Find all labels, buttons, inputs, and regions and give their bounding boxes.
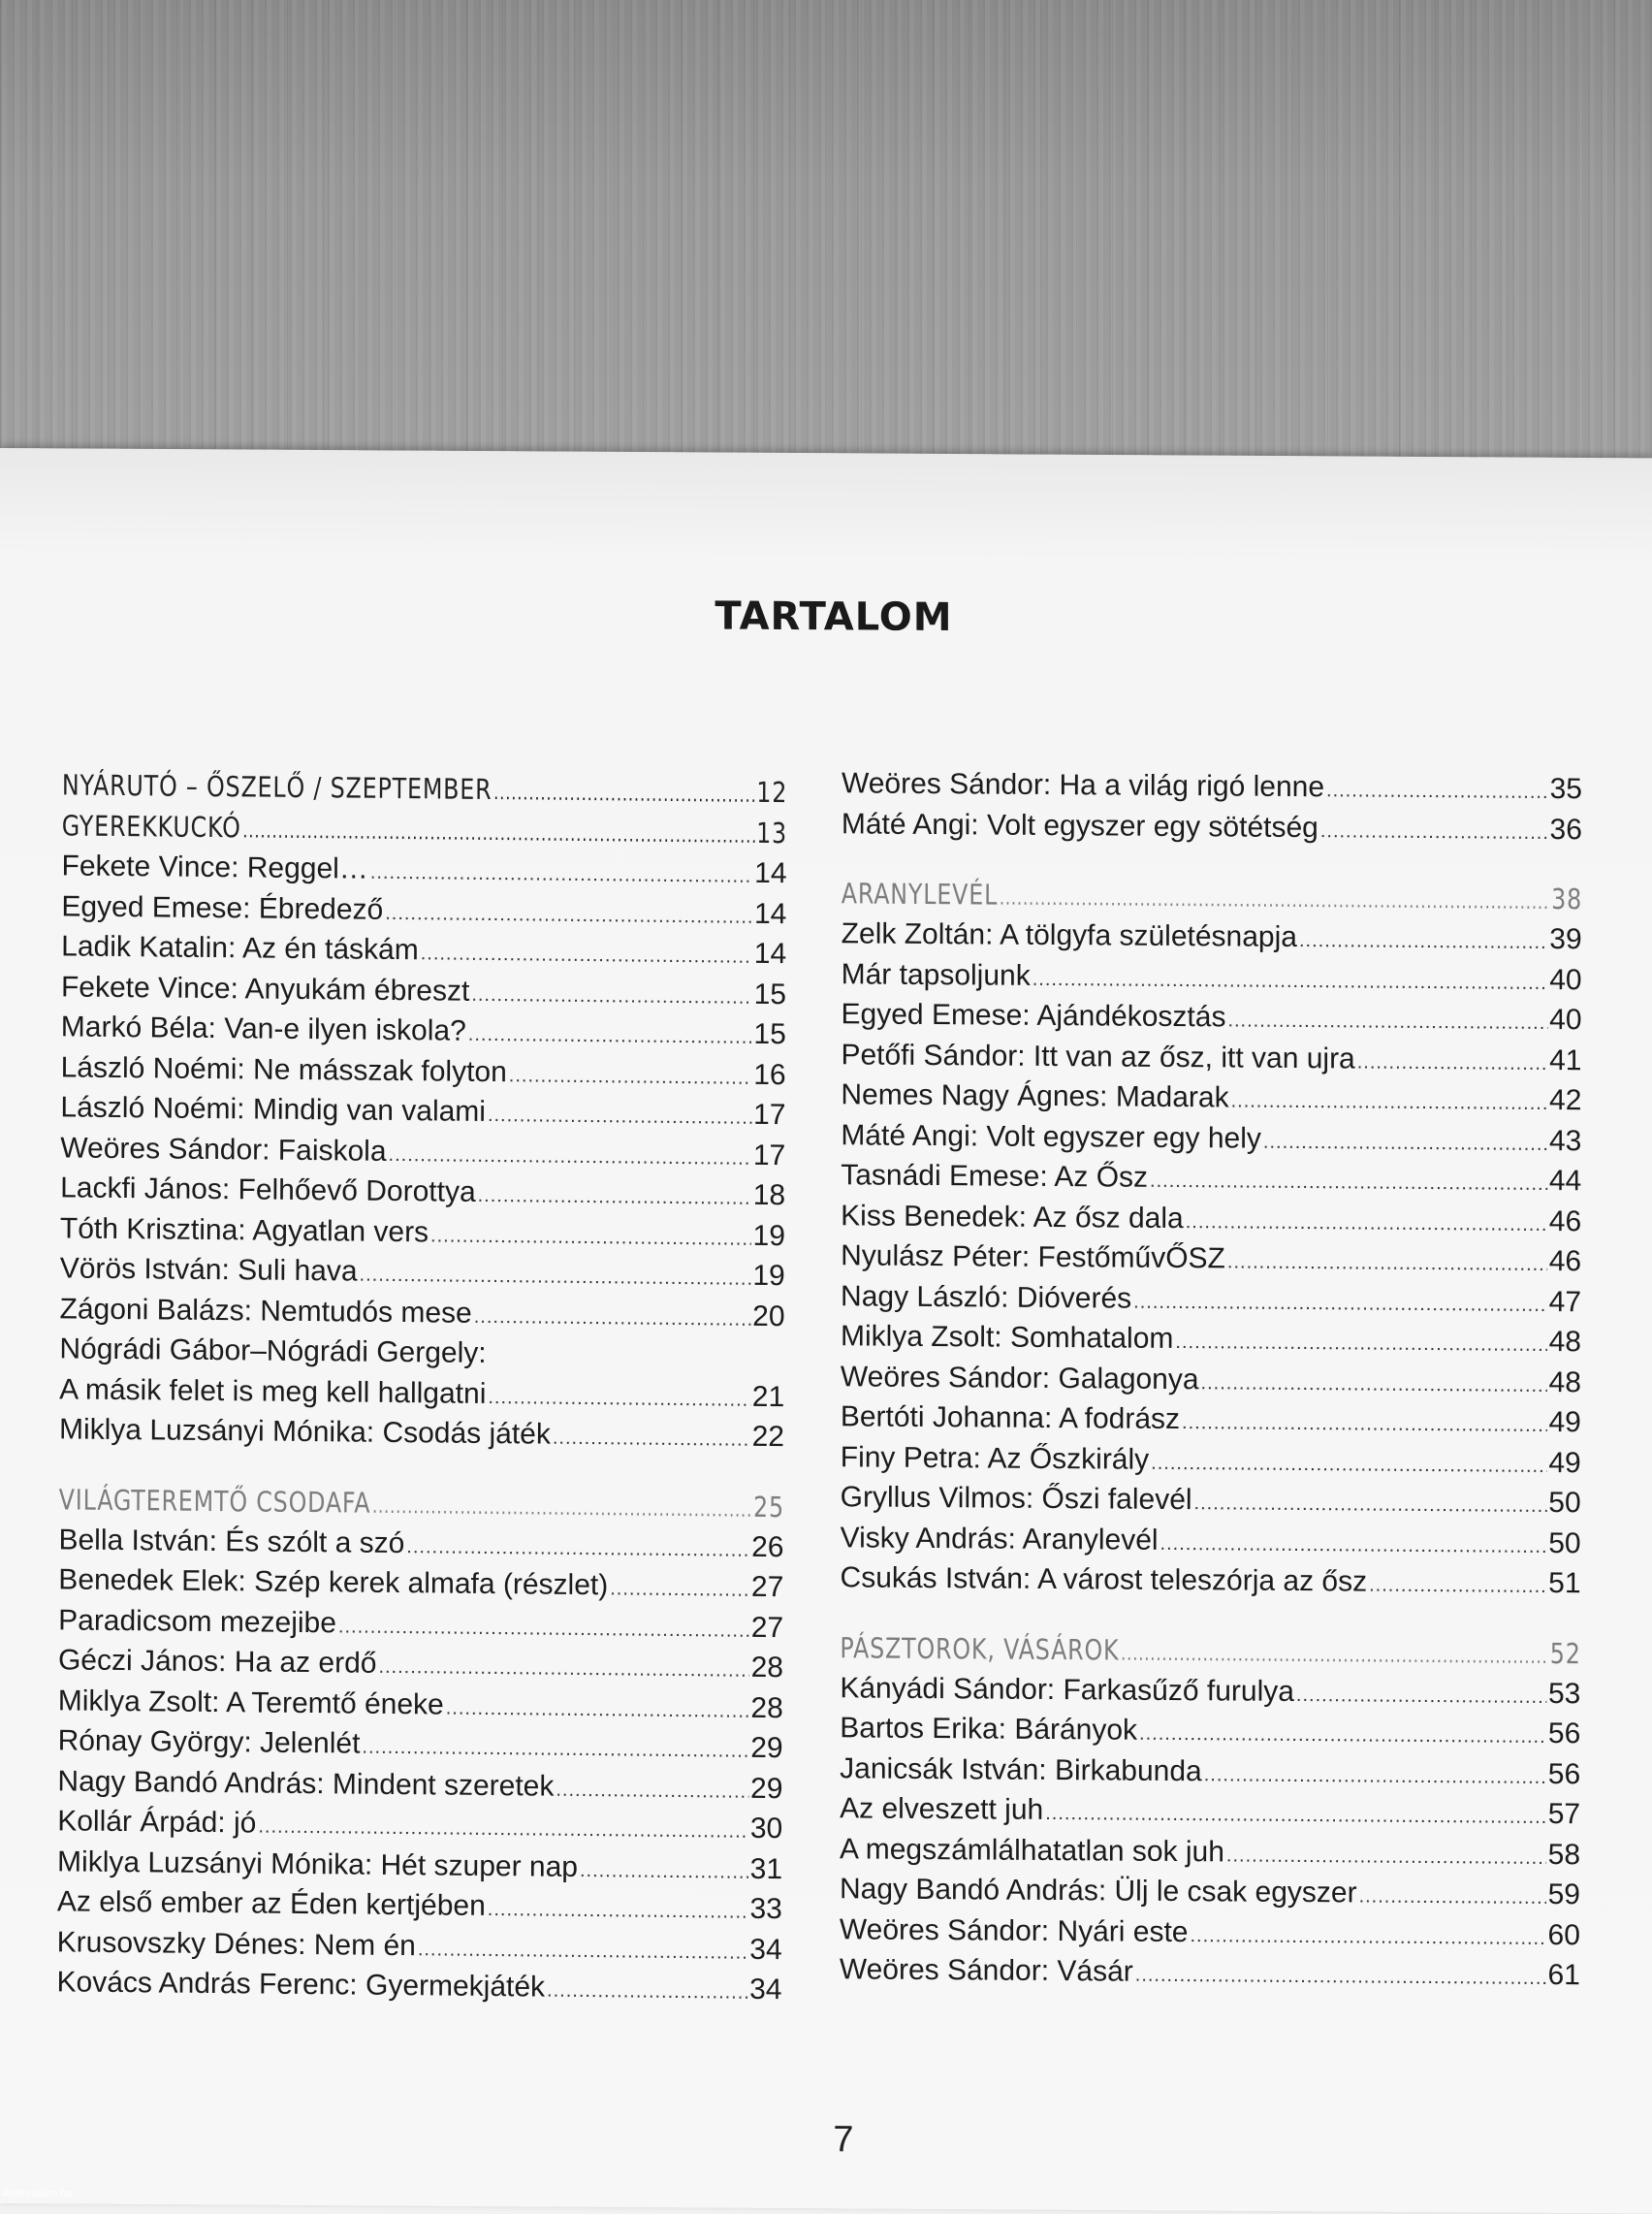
entry-title: Egyed Emese: Ébredező <box>61 889 384 926</box>
section-title: GYEREKKUCKÓ <box>61 809 241 845</box>
dot-leader <box>1151 1452 1546 1477</box>
entry-title: Vörös István: Suli hava <box>59 1252 358 1288</box>
toc-entry <box>840 1913 1580 1960</box>
page-ref: 50 <box>1548 1526 1581 1559</box>
toc-entry <box>842 917 1582 964</box>
toc-section-heading <box>842 877 1582 923</box>
toc-entry <box>841 1441 1581 1487</box>
page-ref: 39 <box>1549 923 1582 956</box>
page-ref: 25 <box>753 1490 785 1524</box>
entry-title: Miklya Zsolt: Somhatalom <box>840 1320 1174 1355</box>
page-ref: 27 <box>750 1570 784 1604</box>
dot-leader <box>1139 1723 1546 1749</box>
toc-entry <box>840 1752 1580 1799</box>
dot-leader <box>385 902 752 928</box>
dot-leader <box>378 1656 748 1683</box>
dot-leader <box>258 1816 748 1844</box>
page-ref: 19 <box>752 1259 785 1293</box>
page-ref: 22 <box>751 1420 785 1454</box>
entry-title: Máté Angi: Volt egyszer egy hely <box>841 1118 1261 1155</box>
dot-leader <box>509 1065 752 1090</box>
page-ref: 16 <box>753 1058 786 1091</box>
toc-entry <box>840 1873 1580 1919</box>
entry-title: Tóth Krisztina: Agyatlan vers <box>59 1211 429 1248</box>
dot-leader <box>580 1859 748 1883</box>
wooden-table-background <box>0 0 1652 465</box>
page-ref: 53 <box>1547 1677 1581 1710</box>
page-ref: 34 <box>749 1933 782 1966</box>
dot-leader <box>1369 1575 1546 1598</box>
page-ref: 14 <box>753 897 787 930</box>
entry-title: Bertóti Johanna: A fodrász <box>840 1400 1181 1436</box>
entry-title: Zelk Zoltán: A tölgyfa születésnapja <box>841 917 1298 953</box>
section-title: VILÁGTEREMTŐ CSODAFA <box>58 1482 371 1520</box>
entry-title: Nagy László: Dióverés <box>841 1279 1132 1315</box>
toc-entry <box>840 1561 1580 1607</box>
entry-title: László Noémi: Mindig van valami <box>60 1091 487 1128</box>
page-ref: 61 <box>1547 1959 1580 1992</box>
dot-leader <box>370 862 752 888</box>
dot-leader <box>372 1493 752 1521</box>
entry-title: Csukás István: A várost teleszórja az ősz <box>840 1561 1368 1598</box>
page-ref: 36 <box>1549 813 1582 846</box>
toc-right-column <box>840 767 1582 1999</box>
dot-leader <box>1175 1332 1546 1357</box>
toc-entry <box>841 1400 1581 1447</box>
toc-entry <box>841 1159 1581 1205</box>
dot-leader <box>1359 1885 1546 1909</box>
dot-leader <box>1231 1090 1547 1115</box>
dot-leader <box>1194 1492 1547 1518</box>
page-ref: 31 <box>749 1852 783 1885</box>
toc-entry <box>841 1119 1581 1166</box>
entry-title: Már tapsoljunk <box>841 957 1031 992</box>
page-ref: 33 <box>749 1892 782 1926</box>
entry-title: Fekete Vince: Reggel… <box>61 850 368 885</box>
page-ref: 35 <box>1549 773 1582 806</box>
dot-leader <box>1133 1291 1547 1316</box>
entry-title: Miklya Luzsányi Mónika: Csodás játék <box>58 1413 551 1451</box>
dot-leader <box>360 1265 751 1291</box>
toc-entry <box>842 767 1582 814</box>
entry-title: Weöres Sándor: Faiskola <box>60 1131 387 1168</box>
page-ref: 30 <box>749 1812 783 1845</box>
page-title: TARTALOM <box>715 594 953 641</box>
page-ref: 49 <box>1548 1446 1581 1479</box>
page-ref: 29 <box>749 1772 783 1805</box>
dot-leader <box>338 1616 749 1642</box>
toc-entry <box>841 1039 1581 1085</box>
page-number: 7 <box>833 2119 854 2161</box>
entry-title: Egyed Emese: Ajándékosztás <box>841 998 1226 1034</box>
page-ref: 14 <box>753 937 787 971</box>
dot-leader <box>1160 1532 1547 1557</box>
dot-leader <box>1000 886 1550 914</box>
entry-title: Weöres Sándor: Ha a világ rigó lenne <box>841 767 1325 804</box>
entry-title: A másik felet is meg kell hallgatni <box>59 1372 487 1410</box>
entry-title: Weöres Sándor: Galagonya <box>840 1360 1199 1396</box>
page-ref: 60 <box>1547 1918 1580 1951</box>
dot-leader <box>1296 1684 1546 1708</box>
entry-title: Géczi János: Ha az erdő <box>57 1644 377 1680</box>
entry-title: Lackfi János: Felhőevő Dorottya <box>60 1171 476 1208</box>
page-ref: 48 <box>1548 1365 1581 1398</box>
dot-leader <box>553 1428 750 1452</box>
entry-title: Janicsák István: Birkabunda <box>840 1751 1202 1787</box>
page-ref: 13 <box>756 816 788 850</box>
page-ref: 27 <box>750 1611 784 1644</box>
page-ref: 38 <box>1551 882 1583 916</box>
dot-leader <box>468 1024 752 1049</box>
toc-entry <box>56 1966 781 2013</box>
dot-leader <box>1320 820 1548 845</box>
dot-leader <box>421 943 752 969</box>
page-ref: 41 <box>1549 1043 1582 1076</box>
entry-title: Nagy Bandó András: Mindent szeretek <box>57 1764 555 1803</box>
entry-title: Kollár Árpád: jó <box>57 1805 257 1840</box>
page-ref: 47 <box>1548 1285 1582 1318</box>
dot-leader <box>1045 1803 1546 1829</box>
page-ref: 26 <box>751 1530 784 1563</box>
entry-title: Zágoni Balázs: Nemtudós mese <box>59 1292 472 1330</box>
entry-title: Visky András: Aranylevél <box>840 1521 1159 1556</box>
page-ref: 59 <box>1547 1878 1581 1911</box>
dot-leader <box>488 1386 750 1411</box>
page-ref: 50 <box>1548 1487 1581 1520</box>
entry-title: Miklya Luzsányi Mónika: Hét szuper nap <box>57 1845 579 1883</box>
dot-leader <box>1121 1641 1548 1667</box>
toc-entry <box>840 1672 1580 1718</box>
entry-title: Nógrádi Gábor–Nógrádi Gergely: <box>59 1332 487 1369</box>
page-ref: 46 <box>1548 1245 1582 1278</box>
entry-title: Finy Petra: Az Őszkirály <box>840 1440 1150 1476</box>
page-ref: 56 <box>1547 1717 1581 1750</box>
entry-title: Weöres Sándor: Nyári este <box>839 1912 1189 1948</box>
dot-leader <box>1226 1845 1546 1870</box>
entry-title: Az első ember az Éden kertjében <box>56 1885 486 1922</box>
toc-entry <box>841 1361 1581 1407</box>
dot-leader <box>1357 1051 1547 1075</box>
entry-title: Benedek Elek: Szép kerek almafa (részlet) <box>58 1563 609 1602</box>
dot-leader <box>1150 1171 1547 1196</box>
page-ref: 19 <box>752 1219 785 1252</box>
toc-entry <box>841 1078 1581 1125</box>
dot-leader <box>474 1305 751 1331</box>
entry-title: Kiss Benedek: Az ősz dala <box>841 1199 1184 1235</box>
section-title: ARANYLEVÉL <box>841 877 999 912</box>
entry-title: László Noémi: Ne másszak folyton <box>60 1050 507 1088</box>
dot-leader <box>1227 1010 1547 1035</box>
page-ref: 21 <box>751 1380 785 1413</box>
page-ref: 51 <box>1548 1567 1581 1600</box>
toc-entry <box>841 1522 1581 1568</box>
entry-title: Rónay György: Jelenlét <box>57 1724 361 1760</box>
dot-leader <box>389 1143 751 1170</box>
dot-leader <box>488 1899 748 1924</box>
entry-title: Paradicsom mezejibe <box>58 1603 337 1639</box>
dot-leader <box>430 1225 751 1250</box>
page-ref: 40 <box>1549 1004 1582 1037</box>
entry-title: Petőfi Sándor: Itt van az ősz, itt van ujra <box>841 1038 1355 1075</box>
dot-leader <box>1190 1925 1545 1950</box>
page-ref: 15 <box>753 978 787 1011</box>
toc-entry <box>840 1833 1580 1879</box>
dot-leader <box>493 781 755 807</box>
toc-entry <box>842 998 1582 1044</box>
dot-leader <box>1326 780 1548 804</box>
dot-leader <box>362 1737 748 1763</box>
entry-title: Tasnádi Emese: Az Ősz <box>841 1159 1149 1194</box>
section-title: NYÁRUTÓ – ŐSZELŐ / SZEPTEMBER <box>61 768 492 807</box>
dot-leader <box>1204 1764 1546 1789</box>
watermark-text: Antikvárium.hu <box>2 2188 73 2199</box>
dot-leader <box>556 1779 748 1803</box>
page-ref: 46 <box>1548 1204 1582 1237</box>
dot-leader <box>1201 1372 1547 1397</box>
entry-title: Ladik Katalin: Az én táskám <box>61 930 419 967</box>
dot-leader <box>1135 1965 1546 1990</box>
toc-entry <box>842 808 1582 854</box>
toc-section-heading <box>840 1631 1580 1678</box>
entry-title: Kányádi Sándor: Farkasűző furulya <box>840 1671 1294 1708</box>
dot-leader <box>1299 930 1547 954</box>
page-ref: 28 <box>750 1691 783 1724</box>
entry-title: Nemes Nagy Ágnes: Madarak <box>841 1078 1229 1114</box>
toc-entry <box>840 1712 1580 1758</box>
entry-title: Fekete Vince: Anyukám ébreszt <box>60 970 470 1008</box>
entry-title: Markó Béla: Van-e ilyen iskola? <box>60 1011 466 1047</box>
dot-leader <box>406 1536 749 1562</box>
entry-title: Máté Angi: Volt egyszer egy sötétség <box>841 807 1318 844</box>
toc-entry <box>841 1280 1581 1327</box>
entry-title: Bella István: És szólt a szó <box>58 1523 405 1559</box>
toc-entry <box>840 1953 1580 2000</box>
page-ref: 58 <box>1547 1838 1581 1871</box>
dot-leader <box>446 1697 749 1722</box>
page-ref: 28 <box>750 1651 784 1685</box>
entry-title: Weöres Sándor: Vásár <box>839 1953 1133 1988</box>
entry-title: Bartos Erika: Bárányok <box>840 1712 1138 1747</box>
book-page <box>0 448 1652 2213</box>
toc-section-heading <box>62 809 787 857</box>
dot-leader <box>478 1185 751 1210</box>
page-ref: 56 <box>1547 1757 1581 1790</box>
toc-entry <box>840 1792 1580 1839</box>
dot-leader <box>1186 1211 1547 1236</box>
dot-leader <box>1032 968 1548 994</box>
dot-leader <box>1263 1131 1547 1155</box>
toc-entry <box>841 1320 1581 1366</box>
entry-title: A megszámlálhatatlan sok juh <box>840 1832 1224 1868</box>
dot-leader <box>242 818 754 848</box>
page-ref: 14 <box>754 856 787 890</box>
dot-leader <box>418 1939 748 1965</box>
dot-leader <box>610 1578 749 1602</box>
page-ref: 57 <box>1547 1798 1581 1831</box>
toc-entry <box>841 1200 1581 1246</box>
entry-title: Kovács András Ferenc: Gyermekjáték <box>56 1966 546 2004</box>
toc-entry <box>841 1481 1581 1527</box>
page-ref: 17 <box>753 1098 786 1132</box>
dot-leader <box>471 983 751 1009</box>
page-ref: 15 <box>753 1017 786 1051</box>
dot-leader <box>1227 1251 1547 1276</box>
page-ref: 44 <box>1548 1165 1582 1198</box>
page-ref: 17 <box>752 1139 786 1171</box>
toc-left-column <box>56 768 787 2013</box>
dot-leader <box>547 1980 747 2005</box>
page-ref: 34 <box>749 1973 782 2006</box>
page-ref: 40 <box>1549 963 1582 996</box>
page-ref: 48 <box>1548 1326 1582 1359</box>
page-ref: 42 <box>1549 1084 1582 1117</box>
dot-leader <box>488 1105 751 1130</box>
page-ref: 12 <box>756 775 788 810</box>
toc-section-heading <box>59 1483 784 1531</box>
page-ref: 18 <box>752 1178 786 1212</box>
page-ref: 29 <box>750 1731 783 1765</box>
dot-leader <box>1182 1412 1546 1437</box>
toc-entry <box>842 958 1582 1004</box>
entry-title: Az elveszett juh <box>840 1792 1044 1826</box>
toc-entry <box>841 1239 1581 1285</box>
page-ref: 20 <box>752 1300 785 1332</box>
entry-title: Gryllus Vilmos: Őszi falevél <box>840 1481 1192 1517</box>
page-ref: 43 <box>1548 1124 1582 1157</box>
section-title: PÁSZTOROK, VÁSÁROK <box>840 1630 1120 1667</box>
entry-title: Miklya Zsolt: A Teremtő éneke <box>57 1684 444 1721</box>
entry-title: Krusovszky Dénes: Nem én <box>56 1925 416 1962</box>
entry-title: Nagy Bandó András: Ülj le csak egyszer <box>839 1873 1357 1909</box>
page-ref: 52 <box>1549 1636 1581 1670</box>
entry-title: Nyulász Péter: FestőművŐSZ <box>841 1239 1225 1275</box>
page-ref: 49 <box>1548 1406 1581 1439</box>
